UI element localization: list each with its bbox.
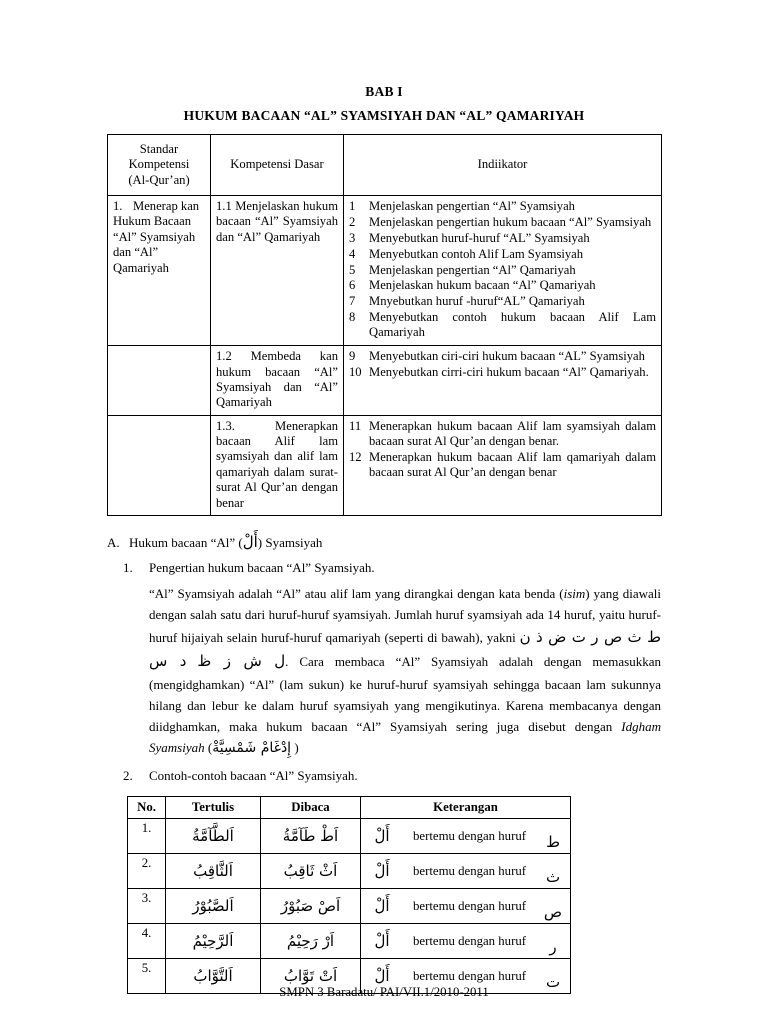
list-item-2-heading: Contoh-contoh bacaan “Al” Syamsiyah. bbox=[149, 768, 358, 784]
indicator-number: 12 bbox=[349, 449, 362, 464]
indicator-text: Menjelaskan hukum bacaan “Al” Qamariyah bbox=[369, 278, 596, 293]
header-sk-line3: (Al-Qur’an) bbox=[128, 172, 190, 187]
indicator-text: Menyebutkan cirri-ciri hukum bacaan “Al” Qamariyah. bbox=[369, 365, 649, 380]
section-a bbox=[107, 533, 661, 995]
example-cell-tertulis: اَلطَّآمَّةُ bbox=[166, 819, 261, 854]
keterangan-text: bertemu dengan huruf bbox=[413, 828, 526, 843]
indicator-number: 1 bbox=[349, 199, 356, 214]
example-cell-keterangan bbox=[361, 889, 571, 924]
keterangan-arabic-al: أَلْ bbox=[374, 932, 390, 951]
indicator-item bbox=[349, 278, 656, 293]
example-table bbox=[127, 796, 571, 994]
indicator-text: Menjelaskan pengertian “Al” Qamariyah bbox=[369, 262, 576, 277]
arabic-al-glyph: أَلْ bbox=[242, 532, 258, 551]
example-cell-tertulis: اَلتَّوَّابُ bbox=[166, 959, 261, 994]
example-header-no: No. bbox=[128, 797, 166, 819]
indicator-text: Menerapkan hukum bacaan Alif lam qamariyah dalam bacaan surat Al Qur’an dengan benar bbox=[369, 449, 656, 480]
list-item-1-heading: Pengertian hukum bacaan “Al” Syamsiyah. bbox=[149, 559, 375, 575]
para-part1: “Al” Syamsiyah adalah “Al” atau alif lam yang dirangkai dengan kata benda ( bbox=[149, 585, 564, 601]
list-item-1 bbox=[123, 560, 661, 576]
keterangan-text: bertemu dengan huruf bbox=[413, 898, 526, 913]
indicator-number: 11 bbox=[349, 418, 362, 433]
indicator-text: Menjelaskan pengertian “Al” Syamsiyah bbox=[369, 199, 575, 214]
competency-table bbox=[107, 134, 662, 516]
keterangan-inner bbox=[365, 856, 566, 886]
keterangan-arabic-al: أَلْ bbox=[374, 862, 390, 881]
para-part2: ) yang diawali dengan salah satu dari huruf-huruf syamsiyah. Jumlah huruf syamsiyah ada 14 huruf, yaitu huruf-huruf hijaiyah selain huruf-huruf qamariyah (seperti di bawah), yakni bbox=[149, 585, 661, 645]
cell-indikator bbox=[344, 196, 662, 346]
table-row bbox=[128, 889, 571, 924]
keterangan-arabic-letter: ط bbox=[546, 833, 560, 852]
keterangan-arabic-letter: ر bbox=[549, 938, 557, 957]
example-cell-no: 2. bbox=[128, 854, 166, 889]
indicator-number: 9 bbox=[349, 349, 356, 364]
indicator-item bbox=[349, 349, 656, 364]
list-item-1-marker: 1. bbox=[123, 559, 133, 575]
header-kompetensi-dasar: Kompetensi Dasar bbox=[211, 135, 344, 196]
page-content bbox=[107, 84, 661, 994]
indicator-number: 2 bbox=[349, 214, 356, 229]
example-cell-no: 5. bbox=[128, 959, 166, 994]
indicator-text: Mnyebutkan huruf -huruf“AL” Qamariyah bbox=[369, 294, 585, 309]
table-row bbox=[128, 854, 571, 889]
cell-standar-kompetensi bbox=[108, 346, 211, 415]
table-row bbox=[108, 196, 662, 346]
indicator-number: 10 bbox=[349, 365, 362, 380]
indicator-number: 5 bbox=[349, 262, 356, 277]
keterangan-inner bbox=[365, 926, 566, 956]
table-header-row bbox=[108, 135, 662, 196]
indicator-item bbox=[349, 247, 656, 262]
section-a-title-after: ) Syamsiyah bbox=[257, 534, 323, 550]
cell-kompetensi-dasar: 1.3. Menerapkan bacaan Alif lam syamsiyah dan alif lam qamariyah dalam surat-surat Al Qur’an dengan benar bbox=[211, 415, 344, 515]
indicator-item bbox=[349, 450, 656, 481]
page-footer: SMPN 3 Baradatu/ PAI/VII.1/2010-2011 bbox=[279, 985, 489, 999]
cell-indikator bbox=[344, 415, 662, 515]
example-cell-tertulis: اَلرَّحِيْمُ bbox=[166, 924, 261, 959]
arabic-syamsiyah-letters-1: ط ث ص ر ت ض ذ ن د س bbox=[149, 628, 661, 671]
cell-standar-kompetensi bbox=[108, 415, 211, 515]
example-table-wrapper bbox=[127, 796, 661, 994]
keterangan-inner bbox=[365, 821, 566, 851]
sk-number: 1. bbox=[113, 199, 123, 214]
indicator-item bbox=[349, 231, 656, 246]
page-title-chapter: HUKUM BACAAN “AL” SYAMSIYAH DAN “AL” QAMARIYAH bbox=[183, 108, 585, 123]
section-a-title bbox=[129, 533, 322, 551]
cell-standar-kompetensi bbox=[108, 196, 211, 346]
para-idgham-italic: Idgham Syamsiyah bbox=[149, 718, 661, 755]
indicator-item bbox=[349, 263, 656, 278]
indicator-number: 6 bbox=[349, 278, 356, 293]
para-part4: ( bbox=[204, 739, 213, 755]
indicator-number: 8 bbox=[349, 310, 356, 325]
page-title-bab: BAB I bbox=[365, 84, 403, 99]
keterangan-arabic-letter: ث bbox=[545, 868, 561, 887]
keterangan-inner bbox=[365, 891, 566, 921]
indicator-text: Menyebutkan huruf-huruf “AL” Syamsiyah bbox=[369, 230, 590, 245]
keterangan-text: bertemu dengan huruf bbox=[413, 863, 526, 878]
indicator-text: Menerapkan hukum bacaan Alif lam syamsiyah dalam bacaan surat Al Qur’an dengan benar. bbox=[369, 418, 656, 449]
example-cell-dibaca: اَثْ ثَاقِبُ bbox=[261, 854, 361, 889]
para-part5: ) bbox=[291, 739, 299, 755]
keterangan-arabic-letter: ص bbox=[543, 903, 563, 922]
para-isim: isim bbox=[563, 585, 586, 601]
indicator-item bbox=[349, 294, 656, 309]
arabic-idgham-syamsiyah: إِدْغَامْ شَمْسِيَّةْ bbox=[212, 739, 292, 756]
example-cell-tertulis: اَلثَّاقِبُ bbox=[166, 854, 261, 889]
sk-text: Menerap kan Hukum Bacaan “Al” Syamsiyah dan “Al” Qamariyah bbox=[113, 199, 200, 275]
example-cell-keterangan bbox=[361, 854, 571, 889]
table-row bbox=[108, 346, 662, 415]
example-cell-no: 4. bbox=[128, 924, 166, 959]
example-header-keterangan: Keterangan bbox=[361, 797, 571, 819]
section-a-heading bbox=[107, 533, 661, 551]
keterangan-text: bertemu dengan huruf bbox=[413, 933, 526, 948]
indicator-number: 3 bbox=[349, 230, 356, 245]
list-item-2 bbox=[123, 768, 661, 784]
keterangan-arabic-al: أَلْ bbox=[374, 827, 390, 846]
section-a-title-before: Hukum bacaan “Al” ( bbox=[129, 534, 243, 550]
example-cell-dibaca: اَتْ تَوَّابُ bbox=[261, 959, 361, 994]
indicator-item bbox=[349, 310, 656, 341]
header-sk-line2: Kompetensi bbox=[128, 157, 190, 172]
keterangan-arabic-letter: ت bbox=[545, 973, 561, 992]
indicator-text: Menyebutkan contoh Alif Lam Syamsiyah bbox=[369, 246, 584, 261]
indicator-number: 7 bbox=[349, 294, 356, 309]
indicator-item bbox=[349, 365, 656, 380]
example-cell-keterangan bbox=[361, 924, 571, 959]
paragraph-pengertian bbox=[149, 583, 661, 760]
example-cell-no: 1. bbox=[128, 819, 166, 854]
indicator-text: Menyebutkan contoh hukum bacaan Alif Lam Qamariyah bbox=[369, 310, 656, 340]
indicator-item bbox=[349, 215, 656, 230]
indicator-item bbox=[349, 199, 656, 214]
indicator-text: Menyebutkan ciri-ciri hukum bacaan “AL” Syamsiyah bbox=[369, 349, 645, 364]
indicator-item bbox=[349, 419, 656, 450]
cell-kompetensi-dasar: 1.2 Membeda kan hukum bacaan “Al” Syamsiyah dan “Al” Qamariyah bbox=[211, 346, 344, 415]
list-item-2-marker: 2. bbox=[123, 768, 133, 784]
example-cell-tertulis: اَلصَّبُوْرُ bbox=[166, 889, 261, 924]
example-cell-dibaca: اَرْ رَحِيْمُ bbox=[261, 924, 361, 959]
header-standar-kompetensi bbox=[108, 135, 211, 196]
table-row bbox=[128, 924, 571, 959]
example-cell-dibaca: اَطْ طَآمَّةُ bbox=[261, 819, 361, 854]
keterangan-arabic-al: أَلْ bbox=[374, 967, 390, 986]
indicator-text: Menjelaskan pengertian hukum bacaan “Al” Syamsiyah bbox=[369, 214, 652, 229]
example-cell-keterangan bbox=[361, 819, 571, 854]
arabic-syamsiyah-letters-2: ل ش ز ظ bbox=[197, 652, 286, 671]
indicator-number: 4 bbox=[349, 246, 356, 261]
keterangan-text: bertemu dengan huruf bbox=[413, 968, 526, 983]
table-row bbox=[128, 819, 571, 854]
example-header-row bbox=[128, 797, 571, 819]
example-cell-no: 3. bbox=[128, 889, 166, 924]
keterangan-arabic-al: أَلْ bbox=[374, 897, 390, 916]
para-part3: . Cara membaca “Al” Syamsiyah adalah dengan memasukkan (mengidghamkan) “Al” (lam sukun) ke huruf-huruf syamsiyah sehingga bacaan lam sukunnya hilang dan lebur ke dalam huruf syamsiyah yang mengikutinya. Karena membacanya dengan diidghamkan, maka hukum bacaan “Al” Syamsiyah sering juga disebut dengan bbox=[149, 654, 661, 734]
example-header-tertulis: Tertulis bbox=[166, 797, 261, 819]
header-sk-line1: Standar bbox=[139, 142, 179, 156]
section-a-marker: A. bbox=[107, 534, 120, 550]
cell-indikator bbox=[344, 346, 662, 415]
example-cell-dibaca: اَصْ صَبُوْرُ bbox=[261, 889, 361, 924]
example-header-dibaca: Dibaca bbox=[261, 797, 361, 819]
header-indikator: Indiikator bbox=[344, 135, 662, 196]
table-row bbox=[108, 415, 662, 515]
cell-kompetensi-dasar: 1.1 Menjelaskan hukum bacaan “Al” Syamsiyah dan “Al” Qamariyah bbox=[211, 196, 344, 346]
